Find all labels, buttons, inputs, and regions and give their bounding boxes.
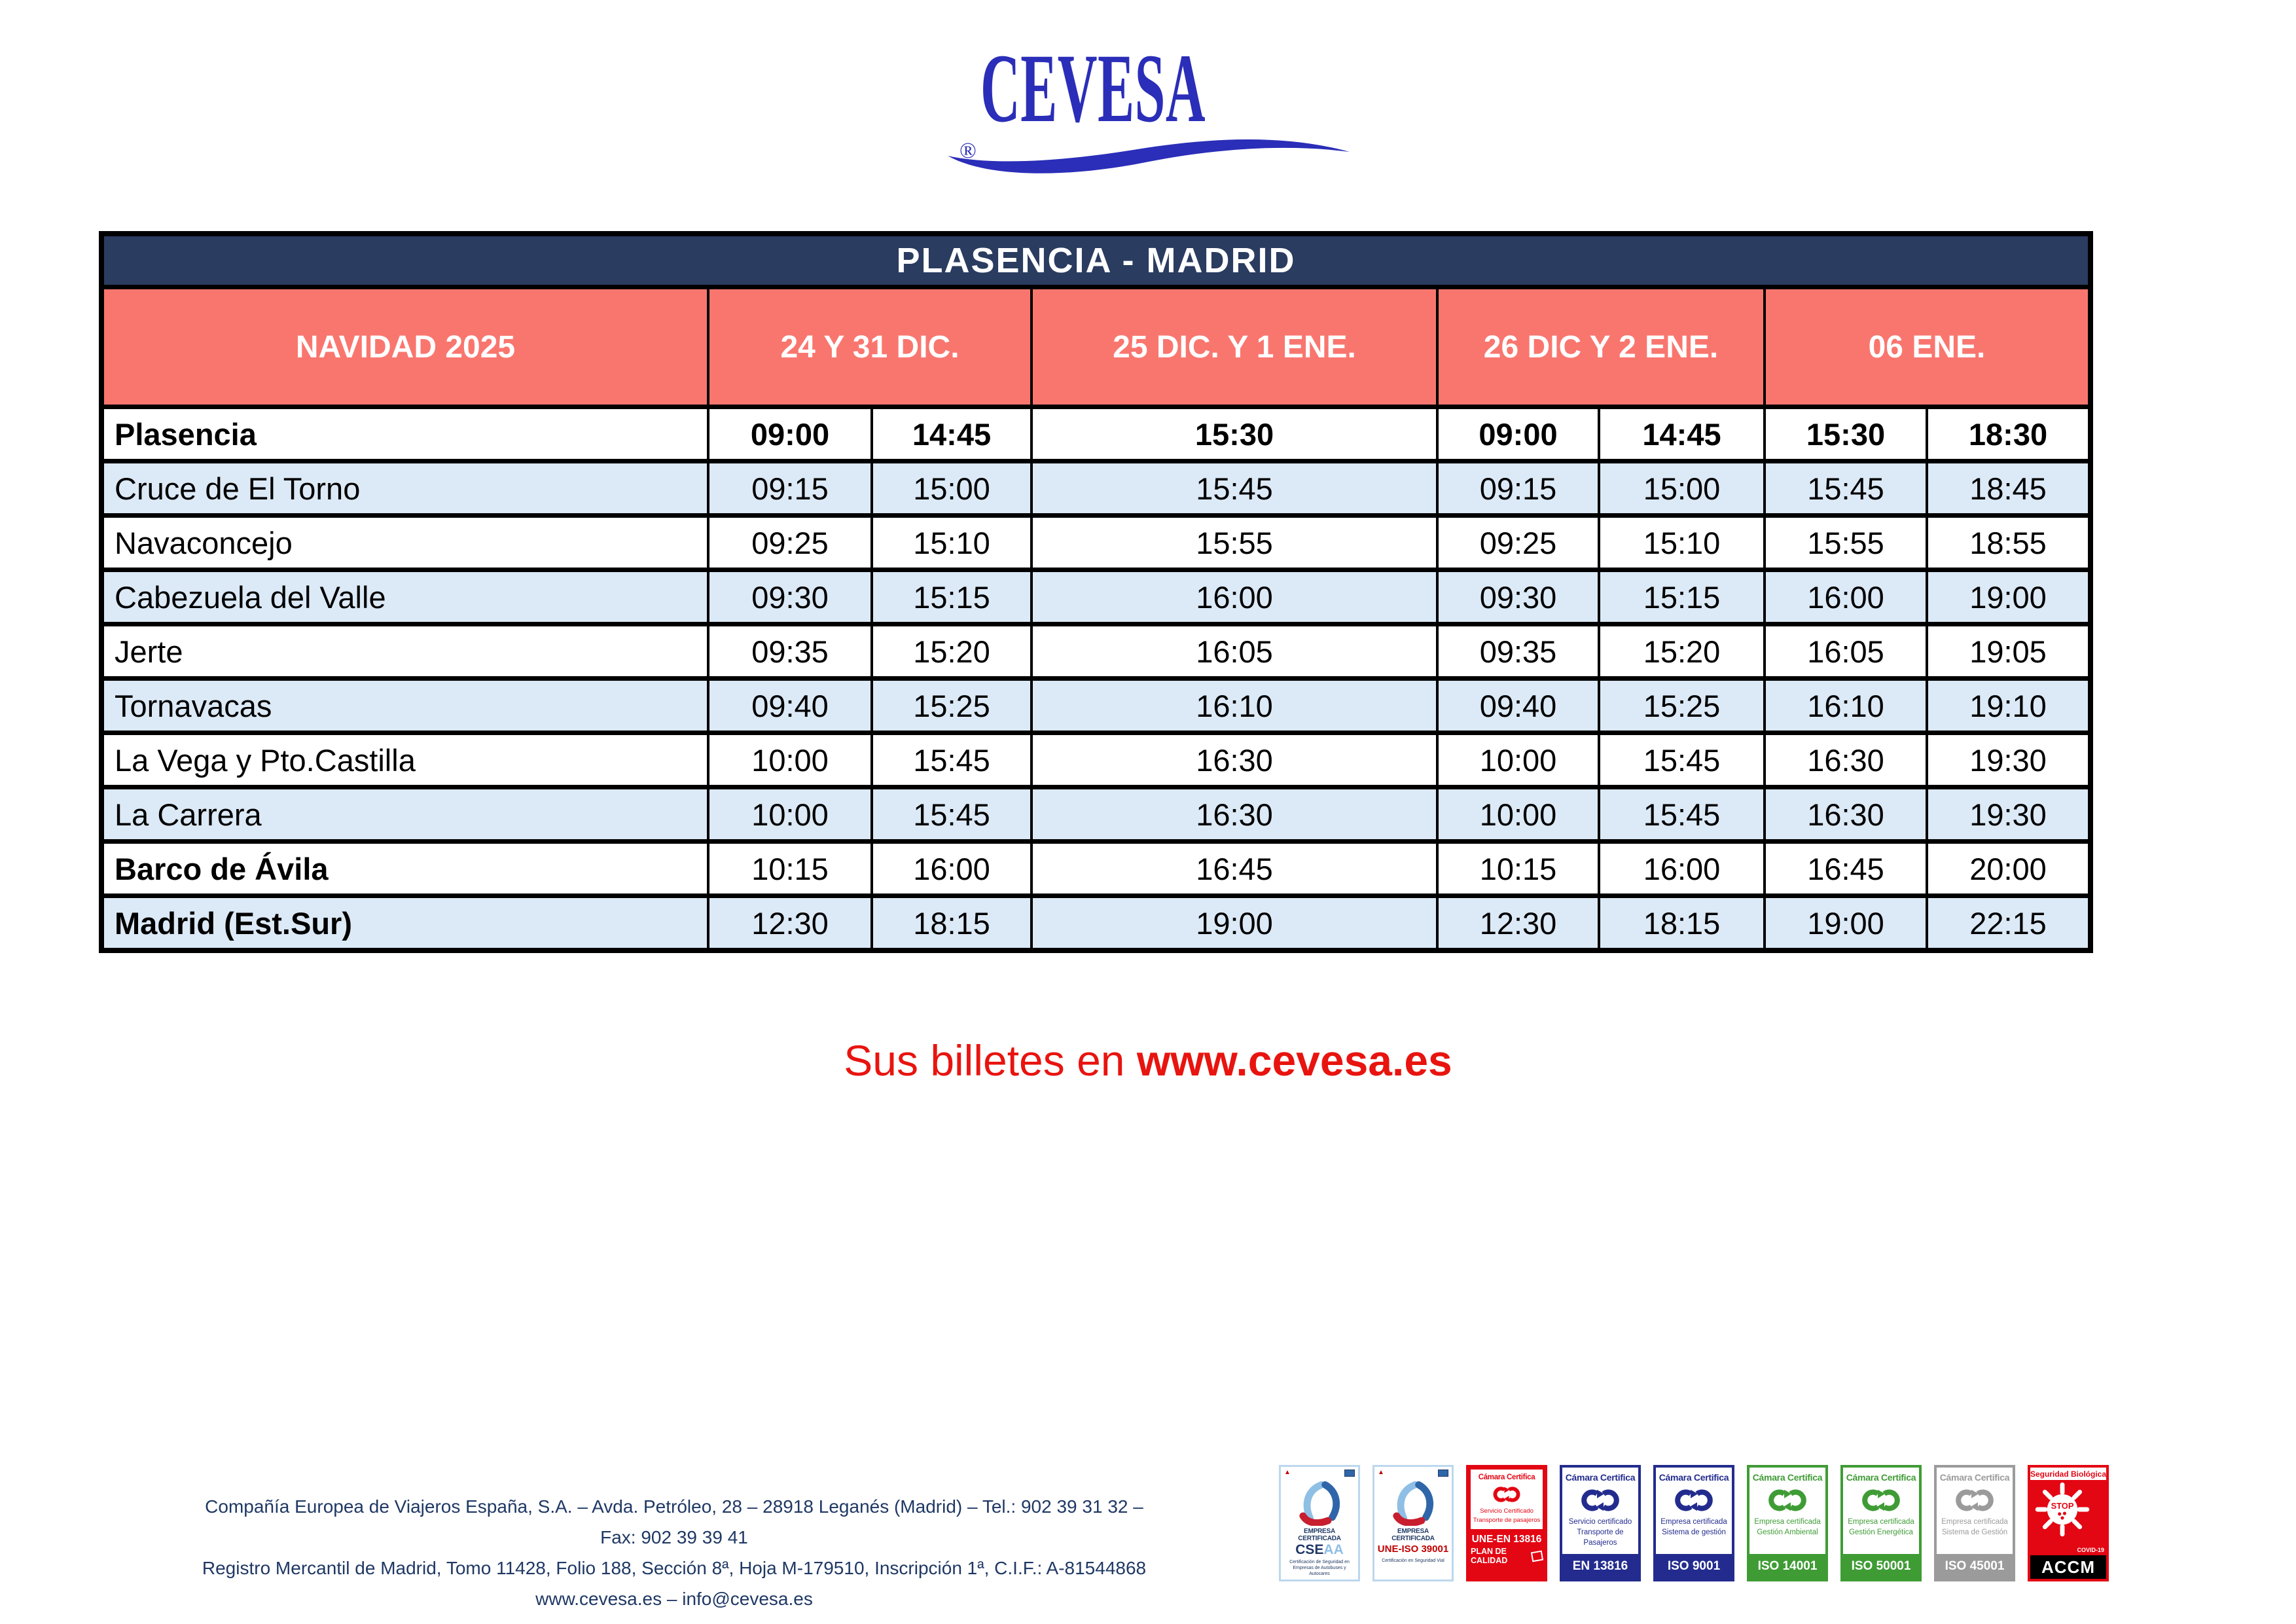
date-group-header: 26 DIC Y 2 ENE. [1437,287,1765,407]
time-cell: 12:30 [708,896,872,951]
badge-une-en-13816-plan-calidad [1466,1465,1547,1581]
time-cell: 10:15 [708,842,872,896]
time-cell: 15:45 [1031,461,1437,516]
time-cell: 15:55 [1031,516,1437,570]
insia-icon: ▲ [1284,1469,1291,1476]
station-cell: Navaconcejo [101,516,708,570]
time-cell: 09:40 [1437,679,1599,733]
camara-certifica-arrows-icon [1954,1486,1995,1515]
badge-code: ISO 14001 [1749,1554,1825,1579]
time-cell: 10:00 [708,733,872,787]
company-registry-line: Registro Mercantil de Madrid, Tomo 11428, Folio 188, Sección 8ª, Hoja M-179510, Inscripción 1ª, C.I.F.: A-81544868 [202,1558,1147,1578]
time-cell: 16:00 [1031,570,1437,624]
time-cell: 15:55 [1765,516,1927,570]
time-cell: 15:25 [872,679,1031,733]
badge-code: CSEAA [1295,1542,1344,1557]
time-cell: 15:15 [872,570,1031,624]
time-cell: 16:45 [1031,842,1437,896]
time-cell: 15:20 [872,624,1031,679]
time-cell: 16:05 [1765,624,1927,679]
time-cell: 09:40 [708,679,872,733]
table-row [101,516,2090,570]
badge-code: UNE-ISO 39001 [1377,1543,1449,1555]
registered-trademark-symbol: ® [960,139,977,163]
station-cell: Madrid (Est.Sur) [101,896,708,951]
time-cell: 10:00 [708,787,872,842]
time-cell: 10:15 [1437,842,1599,896]
time-cell: 09:30 [1437,570,1599,624]
badge-line: Servicio certificado [1568,1518,1632,1526]
badge-iso-9001 [1653,1465,1734,1581]
stop-label: STOP [2051,1501,2074,1511]
quality-stamp-icon [1531,1550,1543,1562]
badge-line: Gestión Energética [1849,1528,1913,1536]
time-cell: 12:30 [1437,896,1599,951]
time-cell: 16:10 [1765,679,1927,733]
date-group-header: 24 Y 31 DIC. [708,287,1031,407]
badge-header: EMPRESA CERTIFICADA [1298,1528,1341,1542]
promo-prefix: Sus billetes en [844,1036,1137,1085]
time-cell: 19:05 [1927,624,2090,679]
route-title-row [101,234,2090,287]
badge-subtext: Certificación de Seguridad en Empresas de Autobuses y Autocares [1289,1560,1350,1576]
time-cell: 16:30 [1765,787,1927,842]
station-cell: La Vega y Pto.Castilla [101,733,708,787]
stop-covid-virus-icon [2034,1481,2090,1538]
time-cell: 19:10 [1927,679,2090,733]
time-cell: 09:00 [1437,407,1599,461]
season-header: NAVIDAD 2025 [101,287,708,407]
badge-line: Sistema de gestión [1662,1528,1726,1536]
table-row [101,407,2090,461]
timetable-container [99,231,2093,953]
time-cell: 19:30 [1927,733,2090,787]
time-cell: 15:45 [1765,461,1927,516]
badge-code: ACCM [2030,1555,2106,1579]
time-cell: 18:30 [1927,407,2090,461]
time-cell: 15:30 [1031,407,1437,461]
time-cell: 16:30 [1765,733,1927,787]
badge-title: Cámara Certifica [1846,1472,1916,1483]
badge-title: Cámara Certifica [1939,1472,2010,1483]
time-cell: 09:25 [708,516,872,570]
badge-title: Cámara Certifica [1478,1473,1535,1481]
camara-certifica-arrows-icon [1767,1486,1808,1515]
time-cell: 20:00 [1927,842,2090,896]
camara-certifica-arrows-icon [1674,1486,1714,1515]
covid19-label: COVID-19 [2077,1547,2104,1553]
badge-cseaa [1279,1465,1360,1581]
time-cell: 15:15 [1599,570,1765,624]
time-cell: 10:00 [1437,787,1599,842]
time-cell: 16:00 [872,842,1031,896]
time-cell: 15:30 [1765,407,1927,461]
badge-code: ISO 9001 [1656,1554,1732,1579]
station-cell: Barco de Ávila [101,842,708,896]
badge-line: Sistema de Gestión [1941,1528,2008,1536]
time-cell: 18:55 [1927,516,2090,570]
badge-line: Empresa certificada [1660,1518,1727,1526]
time-cell: 18:45 [1927,461,2090,516]
promo-website: www.cevesa.es [1136,1036,1452,1085]
badge-line: Servicio Certificado [1480,1507,1534,1515]
badge-code: ISO 45001 [1937,1554,2013,1579]
badge-line: Transporte de pasajeros [1473,1517,1541,1524]
table-row [101,733,2090,787]
cert-mark-icon [1438,1470,1448,1477]
badge-iso-50001 [1840,1465,1922,1581]
time-cell: 16:00 [1599,842,1765,896]
time-cell: 15:45 [1599,787,1765,842]
badge-code: EN 13816 [1562,1554,1638,1579]
table-row [101,679,2090,733]
time-cell: 16:30 [1031,787,1437,842]
table-row [101,570,2090,624]
time-cell: 15:45 [1599,733,1765,787]
time-cell: 15:00 [872,461,1031,516]
time-cell: 16:10 [1031,679,1437,733]
time-cell: 16:00 [1765,570,1927,624]
company-info [196,1491,1152,1614]
route-title: PLASENCIA - MADRID [101,234,2090,287]
time-cell: 19:30 [1927,787,2090,842]
table-row [101,787,2090,842]
badge-line: Empresa certificada [1941,1518,2008,1526]
badge-line: Empresa certificada [1848,1518,1914,1526]
cert-mark-icon [1344,1470,1355,1477]
table-row [101,624,2090,679]
time-cell: 15:10 [1599,516,1765,570]
time-cell: 15:20 [1599,624,1765,679]
badge-title: Cámara Certifica [1752,1472,1823,1483]
time-cell: 19:00 [1031,896,1437,951]
time-cell: 14:45 [1599,407,1765,461]
time-cell: 09:35 [1437,624,1599,679]
badge-code: UNE-EN 13816 [1471,1534,1542,1545]
station-cell: Cruce de El Torno [101,461,708,516]
time-cell: 15:00 [1599,461,1765,516]
station-cell: Tornavacas [101,679,708,733]
cevesa-logo [942,34,1374,183]
badge-une-iso-39001 [1372,1465,1454,1581]
company-address-line: Compañía Europea de Viajeros España, S.A. – Avda. Petróleo, 28 – 28918 Leganés (Madrid) – Tel.: 902 39 31 32 – Fax: 902 39 39 41 [205,1496,1143,1547]
time-cell: 09:00 [708,407,872,461]
station-cell: Cabezuela del Valle [101,570,708,624]
tickets-promo-line [0,1036,2296,1085]
date-group-header: 25 DIC. Y 1 ENE. [1031,287,1437,407]
badge-header: EMPRESA CERTIFICADA [1391,1528,1435,1542]
station-cell: Jerte [101,624,708,679]
timetable-table [99,231,2093,953]
time-cell: 10:00 [1437,733,1599,787]
badge-subtext: Certificación en Seguridad Vial [1382,1559,1444,1563]
time-cell: 09:25 [1437,516,1599,570]
camara-certifica-arrows-icon [1861,1486,1901,1515]
badge-title: Seguridad Biológica [2030,1468,2106,1480]
time-cell: 14:45 [872,407,1031,461]
time-cell: 16:45 [1765,842,1927,896]
safety-triangle-icon [1390,1479,1437,1526]
date-header-row [101,287,2090,407]
company-web-email-line: www.cevesa.es – info@cevesa.es [535,1589,813,1609]
time-cell: 19:00 [1927,570,2090,624]
time-cell: 09:15 [1437,461,1599,516]
certification-badges [1279,1465,2109,1581]
badge-line: Gestión Ambiental [1757,1528,1818,1536]
badge-iso-14001 [1747,1465,1828,1581]
time-cell: 18:15 [1599,896,1765,951]
date-group-header: 06 ENE. [1765,287,2090,407]
safety-triangle-icon [1296,1479,1343,1526]
time-cell: 16:05 [1031,624,1437,679]
badge-title: Cámara Certifica [1659,1472,1729,1483]
badge-code2: PLAN DE CALIDAD [1471,1547,1543,1565]
badge-line: Empresa certificada [1754,1518,1821,1526]
badge-accm-covid [2028,1465,2109,1581]
insia-icon: ▲ [1378,1469,1384,1476]
badge-iso-45001 [1934,1465,2015,1581]
time-cell: 15:25 [1599,679,1765,733]
table-row [101,896,2090,951]
time-cell: 22:15 [1927,896,2090,951]
time-cell: 15:45 [872,733,1031,787]
time-cell: 09:35 [708,624,872,679]
badge-line: Transporte de Pasajeros [1577,1528,1624,1547]
station-cell: La Carrera [101,787,708,842]
logo-swoosh-wave [942,123,1355,181]
badge-title: Cámara Certifica [1565,1472,1636,1483]
time-cell: 09:30 [708,570,872,624]
time-cell: 16:30 [1031,733,1437,787]
badge-code: ISO 50001 [1843,1554,1919,1579]
time-cell: 19:00 [1765,896,1927,951]
cevesa-logo-text: CEVESA [980,34,1206,143]
camara-certifica-arrows-icon [1580,1486,1621,1515]
table-row [101,461,2090,516]
time-cell: 15:45 [872,787,1031,842]
table-row [101,842,2090,896]
time-cell: 09:15 [708,461,872,516]
time-cell: 15:10 [872,516,1031,570]
badge-en-13816 [1560,1465,1641,1581]
station-cell: Plasencia [101,407,708,461]
time-cell: 18:15 [872,896,1031,951]
camara-certifica-arrows-icon [1492,1483,1521,1506]
